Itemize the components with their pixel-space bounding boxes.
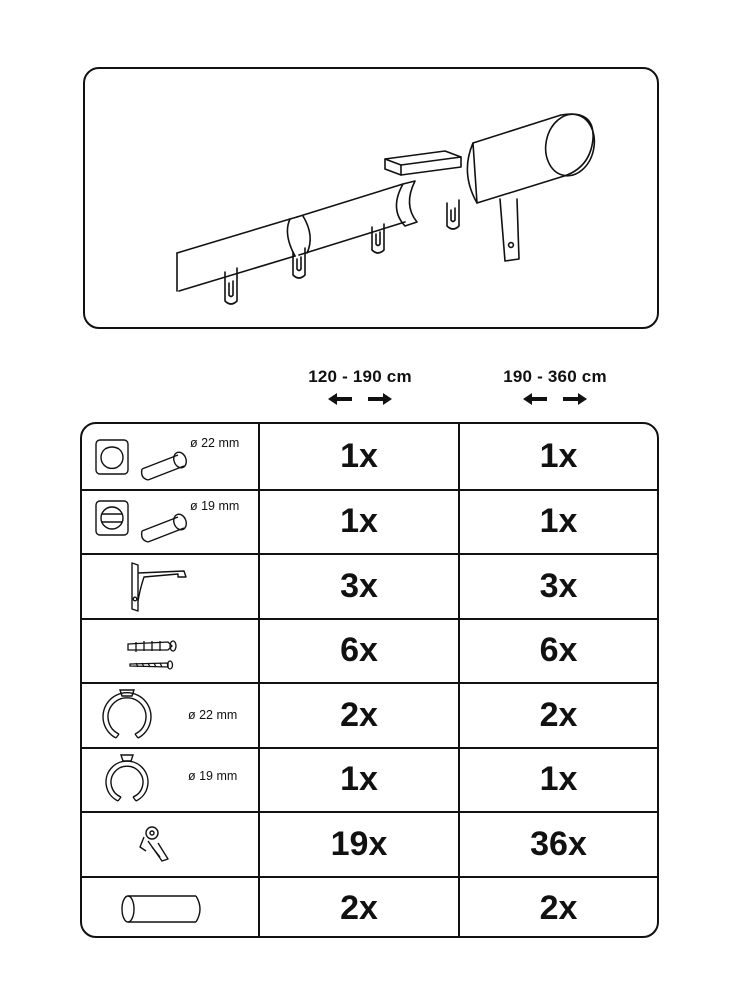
range-label-long: 190 - 360 cm [503,367,607,386]
quantity-short: 2x [340,695,378,734]
quantity-short: 1x [340,502,378,541]
diameter-label: ø 22 mm [188,708,238,722]
part-cell [82,555,258,618]
glider-hook-icon [82,813,258,877]
part-cell [82,813,258,876]
quantity-long: 1x [539,502,578,541]
table-row [82,489,657,554]
quantity-long: 1x [539,436,578,475]
quantity-long: 2x [539,695,578,734]
quantity-short: 1x [340,436,378,475]
table-row [82,553,657,618]
table-row [82,747,657,812]
diameter-label: ø 19 mm [188,768,238,783]
table-row [82,876,657,939]
quantity-long: 36x [530,824,587,863]
table-row [82,618,657,683]
end-cap-icon [82,878,258,939]
part-cell [82,424,258,489]
quantity-long: 1x [539,760,578,799]
diameter-label: ø 22 mm [190,436,240,450]
quantity-long: 6x [539,631,578,670]
curtain-rod-assembly-icon [85,69,659,329]
extend-arrows-icon [328,392,392,406]
quantity-long: 3x [539,566,578,605]
part-cell [82,620,258,683]
quantity-short: 19x [330,824,388,863]
quantity-short: 1x [340,760,378,799]
table-row [82,811,657,876]
quantity-short: 6x [340,631,378,670]
quantity-short: 2x [340,889,378,928]
quantity-short: 3x [340,566,378,605]
table-row [82,682,657,747]
range-label-short: 120 - 190 cm [308,367,412,386]
wall-bracket-icon [82,555,258,619]
extend-arrows-icon [523,392,587,406]
assembly-illustration [83,67,659,329]
quantity-long: 2x [539,889,578,928]
diameter-label: ø 19 mm [190,498,240,513]
dowel-and-screw-icon [82,620,258,684]
part-cell [82,878,258,939]
table-row [82,424,657,489]
part-cell [82,491,258,554]
part-cell [82,749,258,812]
column-header-short [260,366,460,406]
column-header-long [455,366,655,406]
parts-table [80,422,659,938]
part-cell [82,684,258,747]
rod-22mm-icon [82,424,258,488]
